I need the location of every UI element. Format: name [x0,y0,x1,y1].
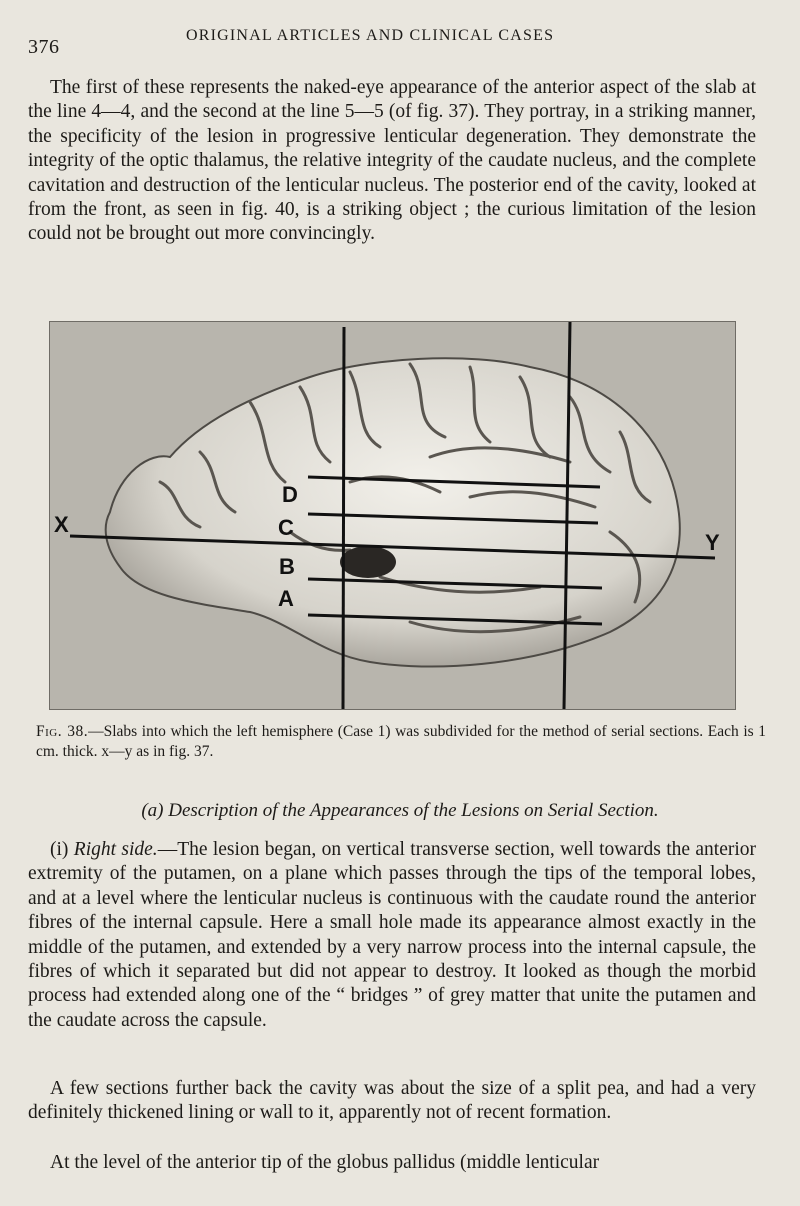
running-head: ORIGINAL ARTICLES AND CLINICAL CASES [186,27,555,44]
brain-hemisphere-figure [49,321,736,710]
dark-lesion-region [340,546,396,578]
caption-lead: Fig. 38. [36,723,89,740]
paragraph-globus-pallidus: At the level of the anterior tip of the globus pallidus (middle lenticular [50,1152,600,1173]
paragraph-body: —The lesion began, on vertical transverse section, well towards the anterior extremity of the putamen, on a plane which passes through the tips of the temporal lobes, and at a level where the lenticular nucleus is continuous with the caudate round the anterior fibres of the internal capsule. Here a small hole made its appearance almost exactly in the middle of the putamen, and extended by a very narrow process into the internal capsule, the fibres of which it separated but did not appear to destroy. It looked as though the morbid process had extended along one of the “ bridges ” of grey matter that unite the putamen and the caudate across the capsule. [28,839,757,1031]
paragraph-split-pea: A few sections further back the cavity was about the size of a split pea, and had a very definitely thickened lining or wall to it, apparently not of recent formation. [28,1078,756,1124]
caption-text: —Slabs into which the left hemisphere (Case 1) was subdivided for the method of serial sections. Each is 1 cm. thick. x—y as in fig. 37. [36,723,766,760]
brain-photograph [50,322,735,709]
section-title: (a) Description of the Appearances of the Lesions on Serial Section. [141,800,659,821]
label-c: C [278,515,294,540]
figure-caption [36,722,766,762]
paragraph-label: Right side. [73,839,158,860]
vertical-line-4 [343,327,344,709]
label-y: Y [705,530,720,555]
label-d: D [282,482,298,507]
label-a: A [278,586,294,611]
intro-paragraph: The first of these represents the naked-eye appearance of the anterior aspect of the slab at the line 4—4, and the second at the line 5—5 (of fig. 37). They portray, in a striking manner, the specificity of the lesion in progressive lenticular degeneration. They demonstrate the integrity of the optic thalamus, the relative integrity of the caudate nucleus, and the complete cavitation and destruction of the lenticular nucleus. The posterior end of the cavity, looked at from the front, as seen in fig. 40, is a striking object ; the curious limitation of the lesion could not be brought out more convincingly. [28,77,756,245]
label-x: X [54,512,69,537]
page-number: 376 [28,36,60,58]
paragraph-number: (i) [50,839,69,860]
label-b: B [279,554,295,579]
paragraph-right-side [28,838,756,1033]
